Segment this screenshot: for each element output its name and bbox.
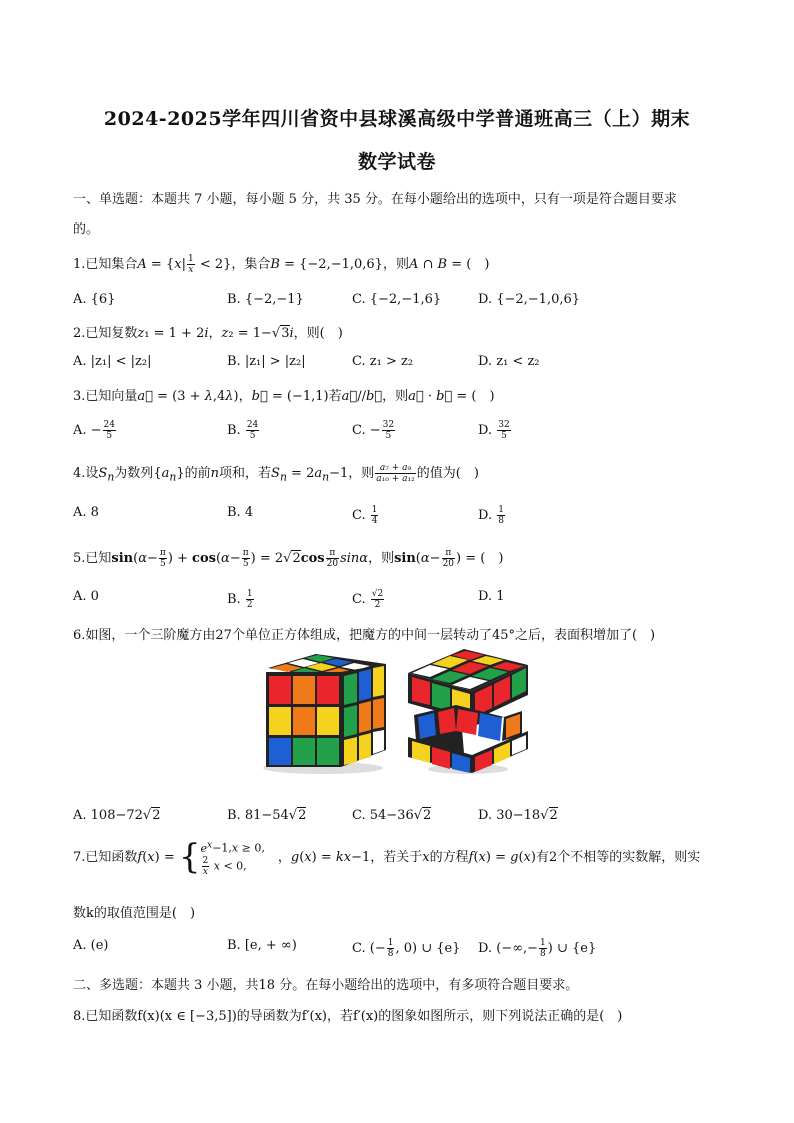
q3-option-b: B. $\frac{24}{5}$ (227, 420, 259, 441)
q6-option-d: D. 30−18√2 (478, 808, 558, 823)
q5-option-b: B. $\frac{1}{2}$ (227, 589, 253, 610)
section1-heading-line1: 一、单选题：本题共 7 小题，每小题 5 分，共 35 分。在每小题给出的选项中，只有一项是符合题目要求 (73, 192, 677, 207)
q4-option-a: A. 8 (73, 505, 99, 520)
section1-heading-line2: 的。 (73, 222, 100, 237)
question-5: 5.已知sin(α− $\frac{\pi}{5}$ ) + cos(α− $\frac{\pi}{5}$ ) = 2√2cos $\frac{\pi}{20}$ sinα，则sin(α− $\frac{\pi}{20}$ ) = ( ) (73, 548, 504, 569)
q2-option-a: A. |z₁| < |z₂| (73, 354, 152, 369)
section2-heading: 二、多选题：本题共 3 小题，共18 分。在每小题给出的选项中，有多项符合题目要求。 (73, 978, 579, 993)
q1-option-d: D. {−2,−1,0,6} (478, 292, 581, 307)
question-7-line2: 数k的取值范围是( ) (73, 906, 196, 921)
question-2: 2.已知复数z₁ = 1 + 2i，z₂ = 1−√3i，则( ) (73, 326, 343, 341)
q7-option-b: B. [e, + ∞) (227, 938, 297, 953)
question-7: 7.已知函数$f(x) = \{e^x-1,x \ge 0$, $\frac{2}{x}$ x < 0, ，g(x) = kx−1，若关于x的方程f(x) = g(x)有2个不相等的实数解，则实 (73, 837, 701, 878)
q5-option-a: A. 0 (73, 589, 99, 604)
q7-option-c: C. (− $\frac{1}{8}$ , 0) ∪ {e} (352, 938, 461, 959)
q1-option-a: A. {6} (73, 292, 116, 307)
q5-option-c: C. $\frac{√2}{2}$ (352, 589, 384, 610)
q6-option-c: C. 54−36√2 (352, 808, 432, 823)
rubiks-cube-image-2 (404, 645, 532, 775)
q5-option-d: D. 1 (478, 589, 505, 604)
q1-option-b: B. {−2,−1} (227, 292, 304, 307)
question-3: 3.已知向量a⃗ = (3 + λ,4λ)，b⃗ = (−1,1)若a⃗//b⃗，则a⃗ · b⃗ = ( ) (73, 389, 495, 404)
q2-option-c: C. z₁ > z₂ (352, 354, 414, 369)
q7-option-d: D. (−∞,− $\frac{1}{8}$ ) ∪ {e} (478, 938, 597, 959)
question-4: 4.设$S_n$为数列$\{a_n\}$的前n项和，若$S_n = 2a_n-1$，则 $\frac{\text{a₇ + a₉}}{\text{a₁₀ + a₁₂}}$ 的值为( ) (73, 463, 479, 484)
q3-option-c: C. − $\frac{32}{5}$ (352, 420, 395, 441)
q3-option-a: A. − $\frac{24}{5}$ (73, 420, 115, 441)
q1-option-c: C. {−2,−1,6} (352, 292, 442, 307)
q4-option-d: D. $\frac{1}{8}$ (478, 505, 504, 526)
q6-option-a: A. 108−72√2 (73, 808, 161, 823)
question-1: 1.已知集合A = {x| $\frac{1}{x}$ < 2}，集合B = {−2,−1,0,6}，则A ∩ B = ( ) (73, 254, 490, 275)
q6-option-b: B. 81−54√2 (227, 808, 307, 823)
q2-option-d: D. z₁ < z₂ (478, 354, 540, 369)
q7-option-a: A. (e) (73, 938, 109, 953)
q3-option-d: D. $\frac{32}{5}$ (478, 420, 510, 441)
q2-option-b: B. |z₁| > |z₂| (227, 354, 306, 369)
q4-option-b: B. 4 (227, 505, 254, 520)
question-6: 6.如图，一个三阶魔方由27个单位正方体组成，把魔方的中间一层转动了45°之后，表面积增加了( ) (73, 628, 656, 643)
q4-option-c: C. $\frac{1}{4}$ (352, 505, 378, 526)
rubiks-cube-image-1 (258, 650, 393, 775)
exam-title-line2: 数学试卷 (357, 151, 436, 173)
exam-title-line1: 2024-2025学年四川省资中县球溪高级中学普通班高三（上）期末 (103, 108, 691, 130)
question-8: 8.已知函数f(x)(x ∈ [−3,5])的导函数为f′(x)，若f′(x)的图象如图所示，则下列说法正确的是( ) (73, 1009, 623, 1024)
